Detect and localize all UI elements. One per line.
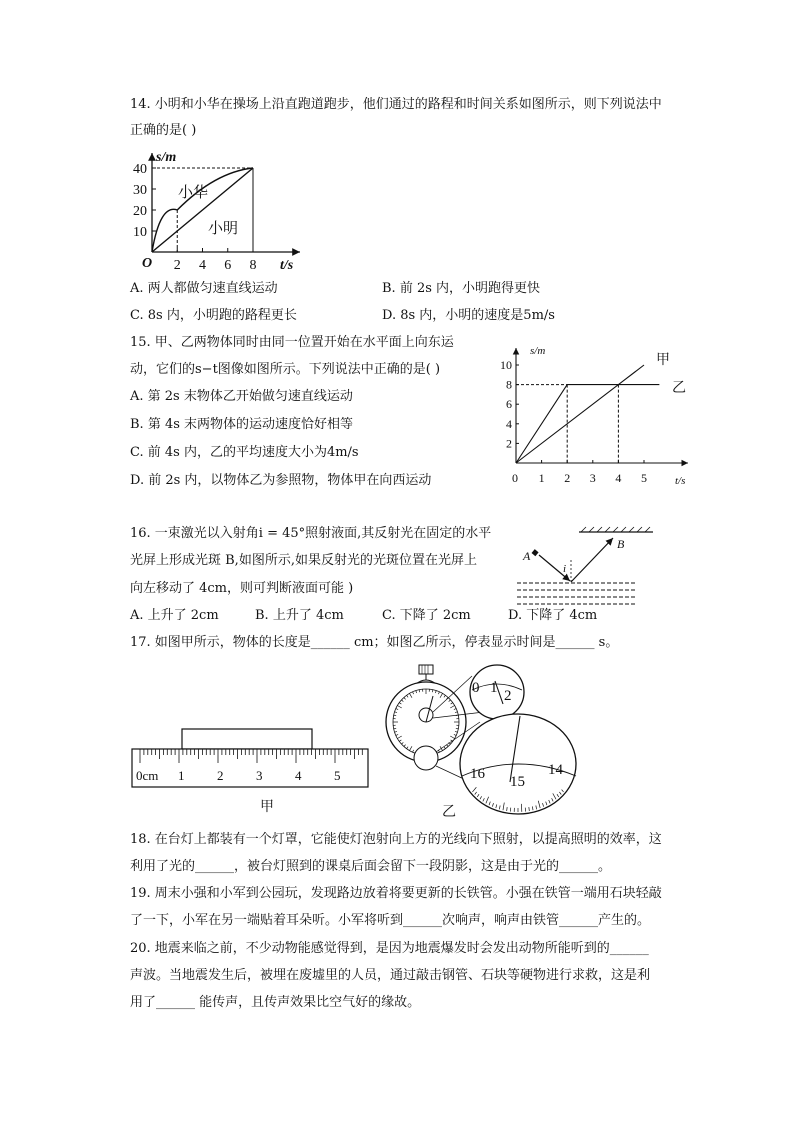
q17-caption-left: 甲 bbox=[260, 800, 274, 815]
q14-x-label: t/s bbox=[280, 258, 294, 273]
q17-ruler-label-5: 5 bbox=[334, 768, 341, 783]
q16-label-a: A bbox=[523, 549, 531, 563]
q17-caption-right: 乙 bbox=[442, 805, 456, 820]
q15-option-d: D. 前 2s 内，以物体乙为参照物，物体甲在向西运动 bbox=[130, 473, 432, 488]
q15-x-tick-label: 2 bbox=[564, 471, 571, 485]
q14-series-xiaoming-line bbox=[152, 168, 253, 252]
q14-x-tick-label: 2 bbox=[173, 258, 181, 273]
q20-line1: 20. 地震来临之前，不少动物能感觉得到，是因为地震爆发时会发出动物所能听到的______ bbox=[130, 941, 649, 956]
q15-series-yi-label: 乙 bbox=[672, 381, 686, 396]
big-dial-label-15: 15 bbox=[510, 774, 525, 790]
big-dial-label-14: 14 bbox=[548, 762, 563, 778]
big-dial-label-16: 16 bbox=[470, 766, 485, 782]
q15-origin-label: 0 bbox=[512, 471, 518, 485]
q16-reflection-diagram bbox=[515, 528, 655, 618]
q15-series-jia-label: 甲 bbox=[656, 353, 670, 368]
q14-x-tick-label: 8 bbox=[249, 258, 257, 273]
q14-y-label: s/m bbox=[156, 150, 177, 165]
q15-x-tick-label: 4 bbox=[615, 471, 622, 485]
q16-stem-line3: 向左移动了 4cm，则可判断液面可能 ) bbox=[130, 581, 354, 596]
q14-y-tick-label: 40 bbox=[133, 162, 147, 177]
q17-ruler-label-3: 3 bbox=[256, 768, 263, 783]
q16-label-i: i bbox=[563, 563, 567, 575]
q20-line3: 用了______ 能传声，且传声效果比空气好的缘故。 bbox=[130, 995, 421, 1010]
q15-option-b: B. 第 4s 末两物体的运动速度恰好相等 bbox=[130, 417, 354, 432]
q14-st-chart bbox=[130, 145, 310, 275]
q15-y-tick-label: 2 bbox=[506, 436, 512, 451]
q17-ruler-label-4: 4 bbox=[295, 768, 302, 783]
small-dial-label-1: 1 bbox=[490, 680, 498, 696]
q14-x-tick-label: 4 bbox=[199, 258, 206, 273]
q15-y-tick-label: 4 bbox=[506, 416, 512, 431]
q14-y-tick-label: 30 bbox=[133, 183, 147, 198]
q15-stem-line1: 15. 甲、乙两物体同时由同一位置开始在水平面上向东运 bbox=[130, 335, 454, 350]
q17-ruler-label-2: 2 bbox=[217, 768, 224, 783]
q17-ruler-figure bbox=[130, 725, 370, 820]
q14-option-d: D. 8s 内，小明的速度是5m/s bbox=[382, 308, 555, 323]
q18-line2: 利用了光的______，被台灯照到的课桌后面会留下一段阴影，这是由于光的______。 bbox=[130, 859, 612, 874]
q17-ruler-label-1: 1 bbox=[178, 768, 185, 783]
q16-liquid-surface bbox=[517, 583, 635, 604]
q16-stem-line2: 光屏上形成光斑 B,如图所示,如果反射光的光斑位置在光屏上 bbox=[130, 553, 477, 568]
q17-stem: 17. 如图甲所示，物体的长度是______ cm；如图乙所示，停表显示时间是______ s。 bbox=[130, 635, 619, 650]
q18-line1: 18. 在台灯上都装有一个灯罩，它能使灯泡射向上方的光线向下照射，以提高照明的效率，这 bbox=[130, 832, 662, 847]
q14-series-xiaoming-label: 小明 bbox=[208, 221, 239, 237]
q14-stem-line2: 正确的是( ) bbox=[130, 123, 197, 138]
q16-reflected-ray bbox=[571, 538, 613, 582]
q15-x-tick-label: 1 bbox=[538, 471, 545, 485]
q15-y-tick-label: 8 bbox=[506, 377, 512, 392]
q14-option-c: C. 8s 内，小明跑的路程更长 bbox=[130, 308, 297, 323]
q15-x-tick-label: 5 bbox=[641, 471, 647, 485]
q15-stem-line2: 动，它们的s−t图像如图所示。下列说法中正确的是( ) bbox=[130, 362, 441, 377]
q16-option-c: C. 下降了 2cm bbox=[382, 608, 471, 623]
q16-option-d: D. 下降了 4cm bbox=[508, 608, 598, 623]
q15-st-chart bbox=[500, 340, 700, 490]
q14-option-b: B. 前 2s 内，小明跑得更快 bbox=[382, 281, 541, 296]
small-dial-label-0: 0 bbox=[472, 680, 480, 696]
q17-object-block bbox=[182, 729, 312, 749]
q15-series-jia-line bbox=[516, 365, 644, 463]
small-dial-label-2: 2 bbox=[504, 688, 512, 704]
q16-label-b: B bbox=[617, 537, 625, 551]
q14-series-xiaohua-label: 小华 bbox=[178, 185, 209, 201]
q15-option-a: A. 第 2s 末物体乙开始做匀速直线运动 bbox=[130, 389, 353, 404]
q19-line1: 19. 周末小强和小军到公园玩，发现路边放着将要更新的长铁管。小强在铁管一端用石块轻敲 bbox=[130, 886, 662, 901]
q14-origin-label: O bbox=[142, 256, 153, 271]
q16-stem-line1: 16. 一束激光以入射角i = 45°照射液面,其反射光在固定的水平 bbox=[130, 526, 492, 541]
q15-option-c: C. 前 4s 内，乙的平均速度大小为4m/s bbox=[130, 445, 359, 460]
q16-option-b: B. 上升了 4cm bbox=[255, 608, 344, 623]
q14-x-tick-label: 6 bbox=[224, 258, 232, 273]
q14-stem-line1: 14. 小明和小华在操场上沿直跑道跑步，他们通过的路程和时间关系如图所示，则下列说法中 bbox=[130, 97, 662, 112]
q15-x-tick-label: 3 bbox=[589, 471, 596, 485]
q15-y-tick-label: 10 bbox=[500, 358, 512, 372]
q17-stopwatch-figure bbox=[380, 660, 580, 820]
q15-y-tick-label: 6 bbox=[506, 397, 512, 412]
q19-line2: 了一下，小军在另一端贴着耳朵听。小军将听到______次响声，响声由铁管______产生的。 bbox=[130, 913, 651, 928]
q16-option-a: A. 上升了 2cm bbox=[130, 608, 219, 623]
q15-x-label: t/s bbox=[675, 475, 686, 487]
q17-ruler-label-0: 0cm bbox=[136, 768, 159, 783]
q14-y-tick-label: 10 bbox=[133, 225, 147, 240]
q14-y-tick-label: 20 bbox=[133, 204, 147, 219]
q15-y-label: s/m bbox=[530, 345, 546, 357]
q14-option-a: A. 两人都做匀速直线运动 bbox=[130, 281, 278, 296]
q20-line2: 声波。当地震发生后，被埋在废墟里的人员，通过敲击钢管、石块等硬物进行求救，这是利 bbox=[130, 968, 651, 983]
q15-series-yi-line bbox=[516, 385, 659, 463]
